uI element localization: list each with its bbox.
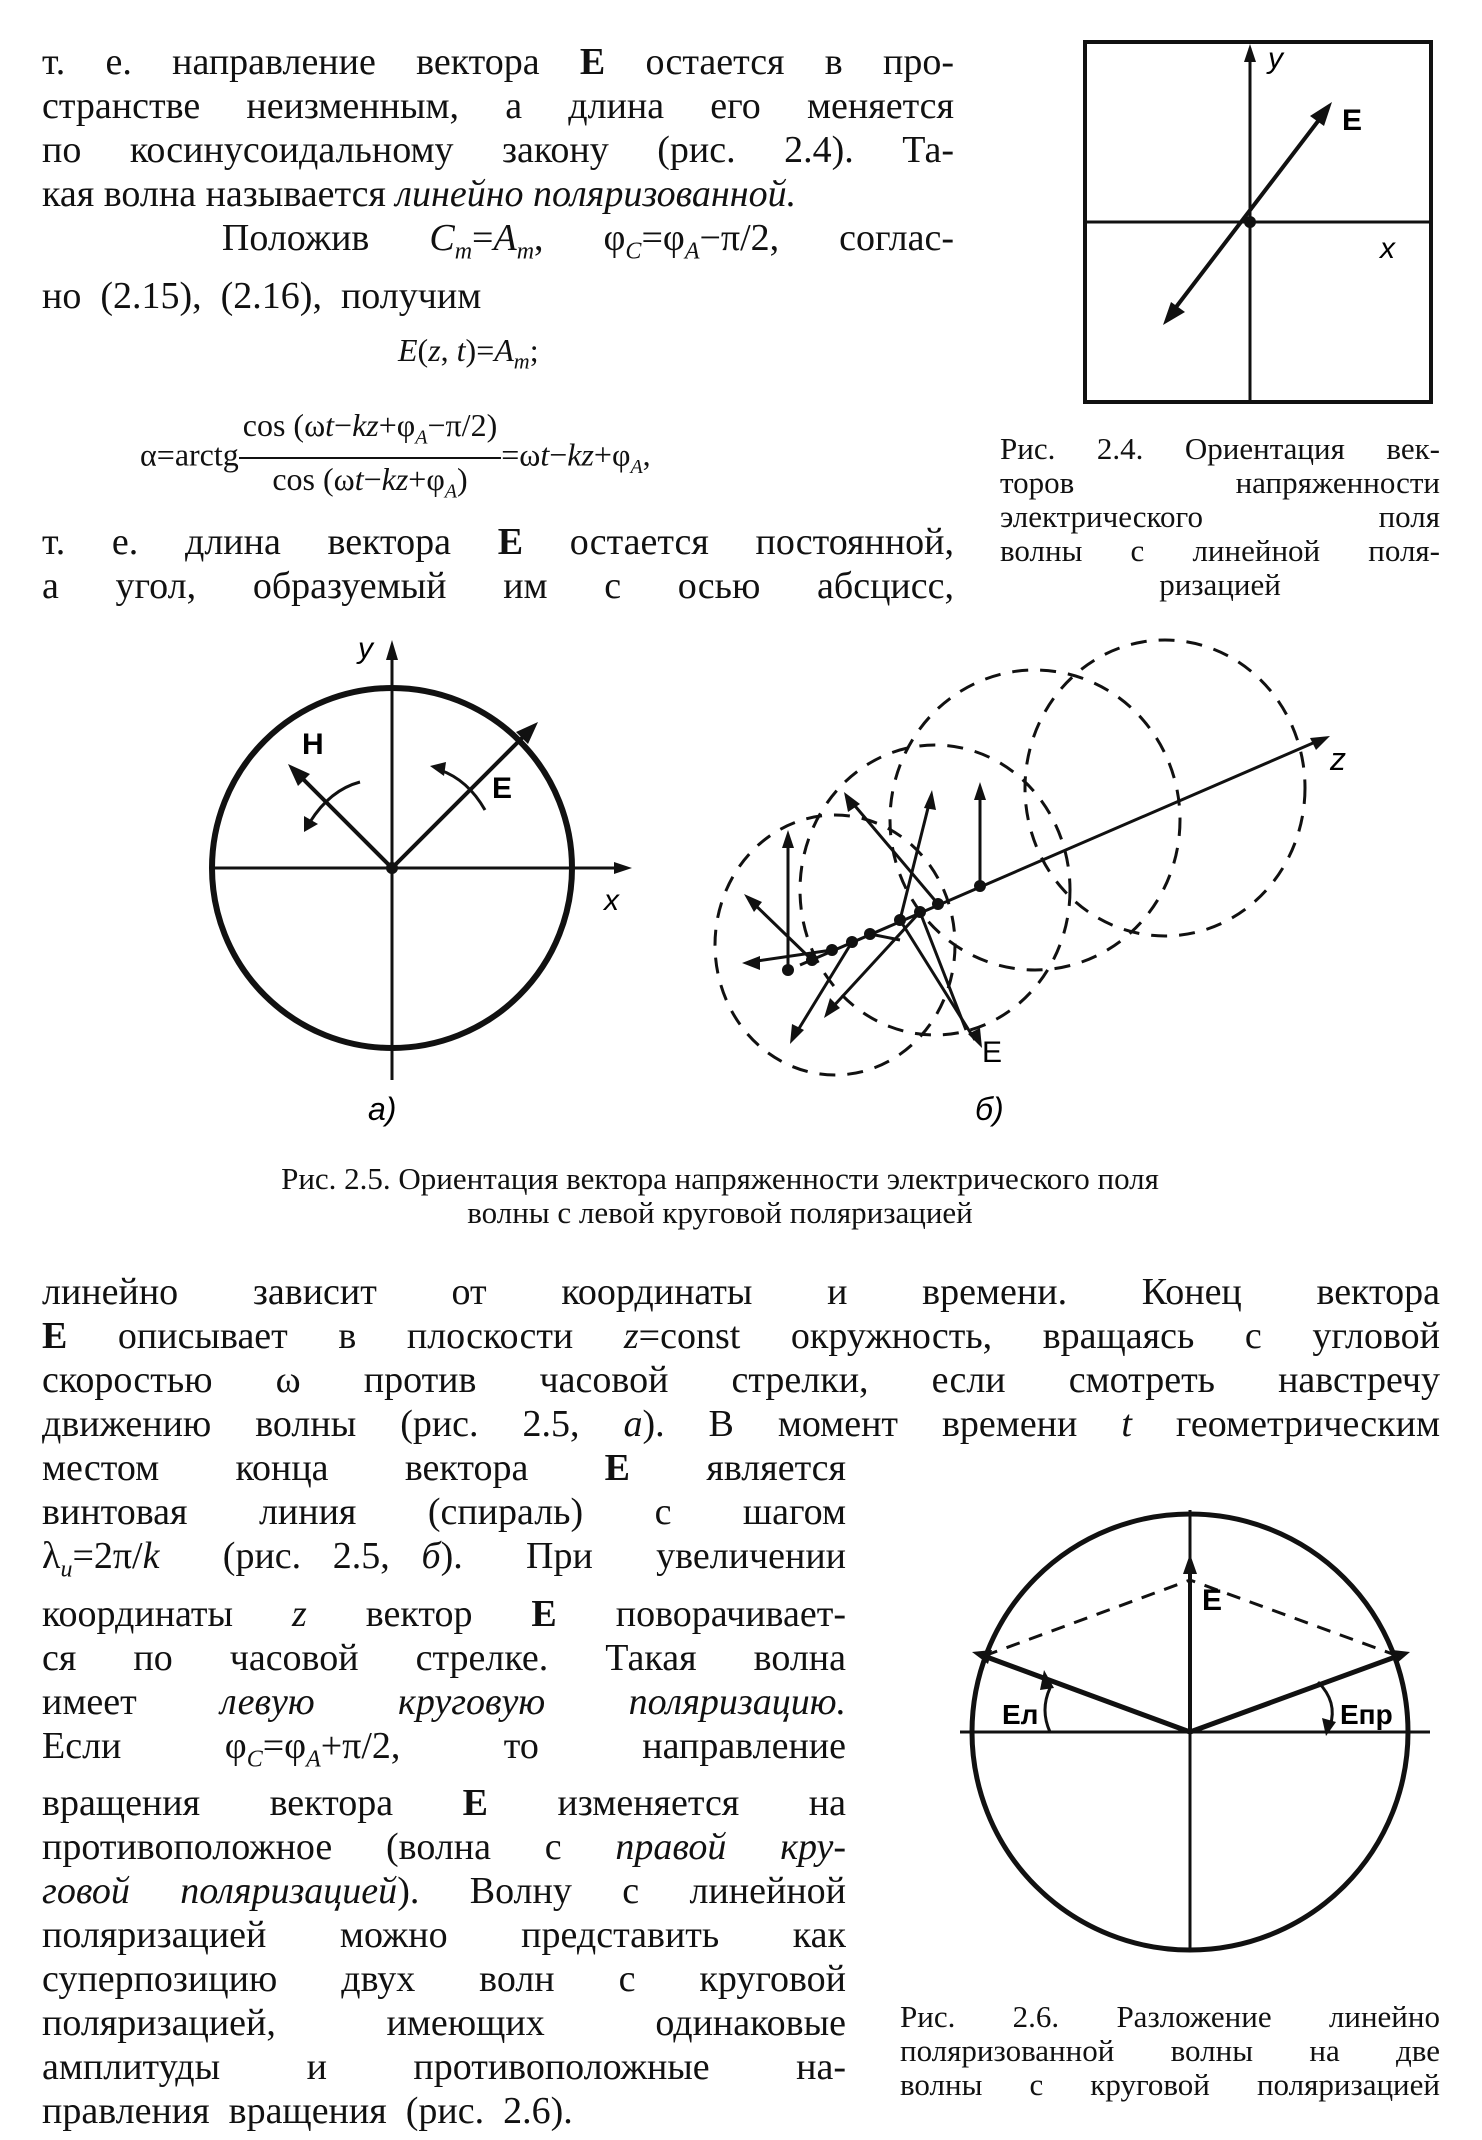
text-line: поляризацией, имеющих одинаковые <box>42 2002 846 2045</box>
text-line: но (2.15), (2.16), получим <box>42 274 482 317</box>
figure-2-4-caption: Рис. 2.4. Ориентация век- торов напряженности электрического поля волны с линейной поля- ризацией <box>1000 431 1440 602</box>
top-paragraph <box>42 40 954 216</box>
text-line: странстве неизменным, а длина его меняется <box>42 85 954 127</box>
vector-h-label: H <box>302 728 324 761</box>
text-line: движению волны (рис. 2.5, a). В момент времени t геометрическим <box>42 1403 1441 1445</box>
text-line: местом конца вектора E является <box>42 1447 846 1489</box>
figure-2-5-caption: Рис. 2.5. Ориентация вектора напряженности электрического поля волны с левой круговой поляризацией <box>281 1161 1159 1230</box>
text-line: скоростью ω против часовой стрелки, если смотреть навстречу <box>42 1359 1440 1401</box>
dashed-circle <box>800 745 1070 1035</box>
rotation-arrow-e <box>440 770 485 810</box>
main-paragraph-narrow <box>42 1446 846 2133</box>
figure-2-6 <box>940 1470 1440 2030</box>
dashed-circle <box>1025 640 1305 936</box>
subfigure-label-a: a) <box>368 1091 397 1127</box>
text-line: Положив $C_m=A_m$, $\varphi_C=\varphi_A-\pi/2$, соглас- <box>42 217 954 265</box>
main-paragraph-full <box>42 1270 1440 1446</box>
vector-e-label: E <box>982 1036 1003 1069</box>
figure-2-6-caption: Рис. 2.6. Разложение линейно поляризованной волны на две волны с круговой поляризацией <box>900 1999 1440 2102</box>
y-axis-arrow-icon <box>1244 44 1256 62</box>
text-line: винтовая линия (спираль) с шагом <box>42 1491 846 1533</box>
text-line: ся по часовой стрелке. Такая волна <box>42 1636 846 1679</box>
text-line: линейно зависит от координаты и времени. Конец вектора <box>42 1271 1440 1313</box>
text-line: суперпозицию двух волн с круговой <box>42 1958 846 2001</box>
text-line: правления вращения (рис. 2.6). <box>42 2090 573 2133</box>
z-axis-label: z <box>1330 741 1346 777</box>
vector-e-label: E <box>1342 104 1363 137</box>
text-line: координаты z вектор E поворачивает- <box>42 1592 846 1635</box>
text-line: а угол, образуемый им с осью абсцисс, <box>42 565 954 607</box>
text-line: E описывает в плоскости z=const окружность, вращаясь с угловой <box>42 1315 1440 1357</box>
text-line: говой поляризацией). Волну с линейной <box>42 1870 846 1913</box>
y-axis-label: y <box>358 632 373 665</box>
second-paragraph <box>42 216 954 318</box>
vector-e-arrow-icon <box>1163 302 1185 325</box>
text-line: т. е. направление вектора E остается в про- <box>42 41 954 83</box>
italic-term: линейно поляризованной. <box>395 173 797 215</box>
formula-2: α=arctg $\frac{\cos (\omega t-kz+\varphi_A-\pi/2)}{\cos (\omega t-kz+\varphi_A)}$ $=\omega t-kz+\varphi_A$, <box>140 405 651 512</box>
figure-2-5-b <box>720 680 1360 1127</box>
vector-e-arrow-icon <box>1310 102 1332 126</box>
text-line: вращения вектора E изменяется на <box>42 1782 846 1825</box>
text-line: Если $\varphi_C=\varphi_A+\pi/2$, то направление <box>42 1724 846 1773</box>
figure-2-5-a <box>200 630 650 1130</box>
text-line: по косинусоидальному закону (рис. 2.4). Та- <box>42 129 954 171</box>
subfigure-label-b: б) <box>975 1091 1004 1127</box>
z-axis-arrow-icon <box>1310 736 1330 750</box>
vector-e-label: E <box>492 772 513 805</box>
origin-point <box>386 862 398 874</box>
z-axis <box>800 740 1320 965</box>
text-line: амплитуды и противоположные на- <box>42 2046 846 2089</box>
vector-el-label: Eл <box>1002 1699 1039 1730</box>
x-axis-label: x <box>1380 232 1395 265</box>
rotation-arrow-icon <box>430 762 446 776</box>
vector-epr-label: Eпр <box>1340 1699 1393 1730</box>
figure-2-4 <box>1080 40 1440 410</box>
rotation-arrow-h <box>310 782 360 822</box>
fraction: $\frac{\cos (\omega t-kz+\varphi_A-\pi/2)}{\cos (\omega t-kz+\varphi_A)}$ <box>239 405 501 512</box>
third-paragraph <box>42 520 954 608</box>
vector-e <box>1170 112 1325 315</box>
y-axis-label: y <box>1268 42 1283 75</box>
x-axis-label: x <box>604 884 619 917</box>
text-line: т. е. длина вектора E остается постоянной, <box>42 521 954 563</box>
text-line: противоположное (волна с правой кру- <box>42 1826 846 1869</box>
vector-e-arrow-icon <box>1183 1554 1197 1574</box>
vector-e-label: E <box>1202 1584 1223 1617</box>
origin-point <box>1244 216 1256 228</box>
field-vector-arrows <box>742 782 986 1048</box>
y-axis-arrow-icon <box>386 640 398 660</box>
text-line: поляризацией можно представить как <box>42 1914 846 1957</box>
rotation-arrow-el <box>1045 1688 1050 1732</box>
formula-1: E(z, $t)=A_m$; <box>398 332 539 374</box>
text-line: $\lambda_u=2\pi/k$ (рис. 2.5, б). При увеличении <box>42 1535 846 1583</box>
text-line: имеет левую круговую поляризацию. <box>42 1680 846 1723</box>
text-line: кая волна называется линейно поляризованной. <box>42 173 797 215</box>
x-axis-arrow-icon <box>614 862 632 874</box>
